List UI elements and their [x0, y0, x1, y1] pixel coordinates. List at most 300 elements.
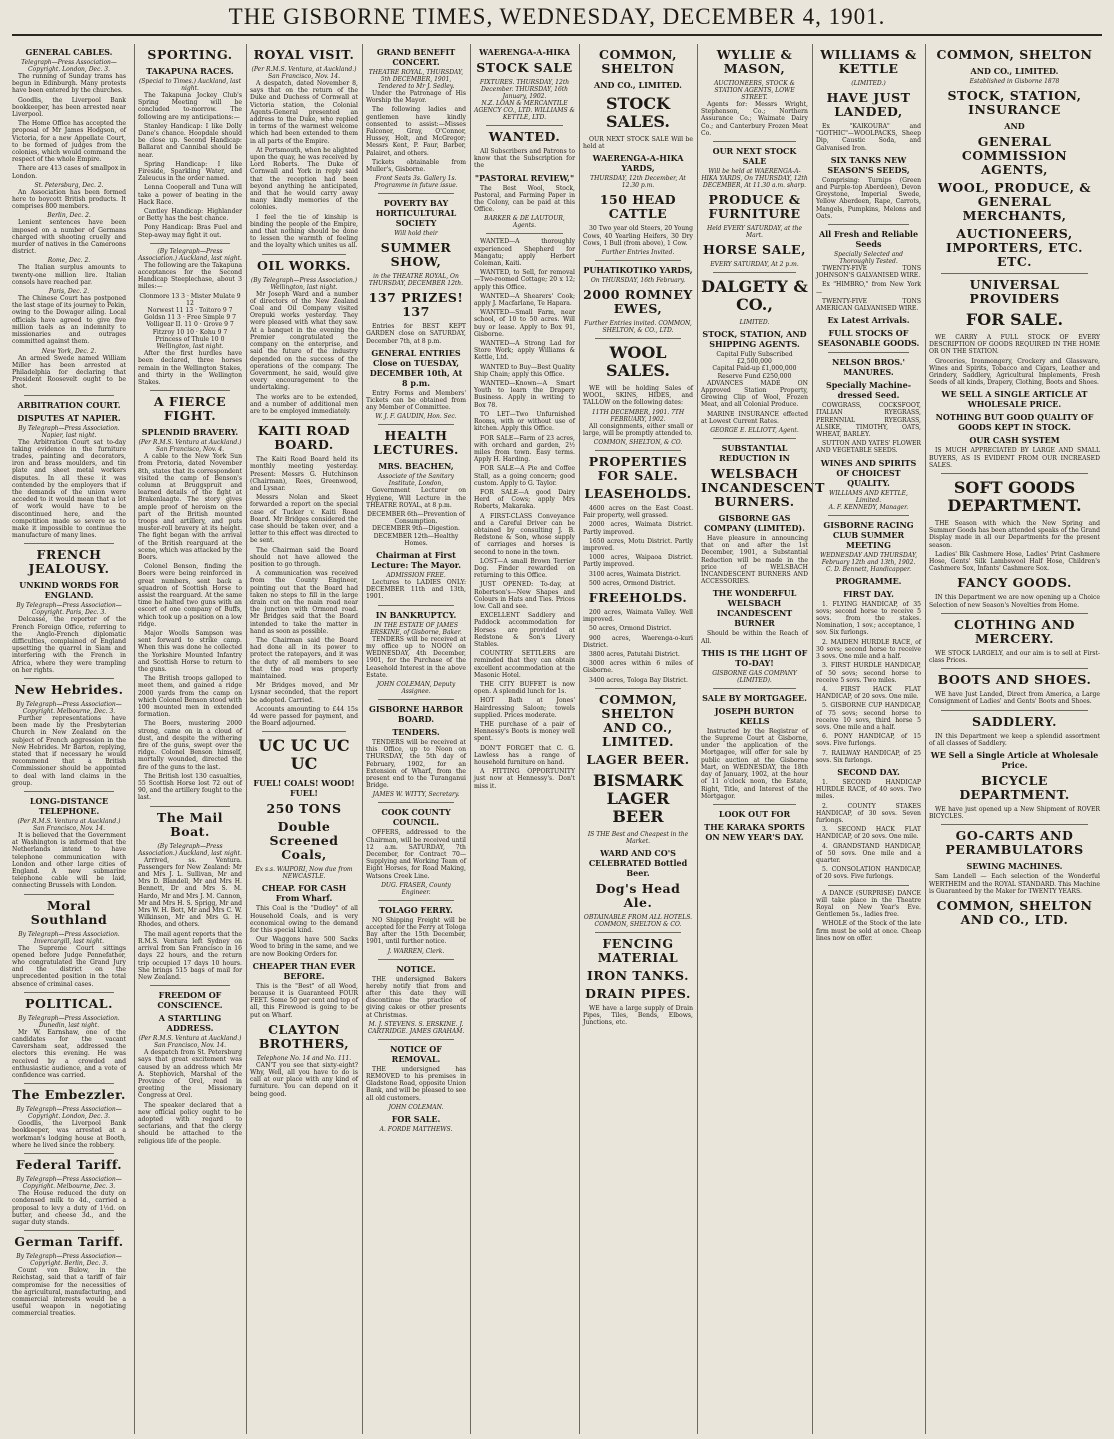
headline: WILLIAMS & KETTLE — [820, 47, 917, 76]
article-paragraph: 4. FIRST HACK FLAT HANDICAP, of 20 sovs. One mile. — [816, 685, 921, 701]
subheading: Wellington, last night. — [156, 343, 224, 351]
article-paragraph: Sam Landell — Each selection of the Wonderful WERTHEIM and the ROYAL STANDARD. This Machine is Guaranteed by the Maker for TWENTY YEARS. — [929, 873, 1100, 895]
headline: Ex Latest Arrivals. — [827, 315, 910, 326]
subheading: (By Telegraph—Press Association.) Auckland, last night. — [138, 842, 242, 857]
subheading: LIMITED. — [739, 319, 770, 327]
subheading: (Per R.M.S. Ventura at Auckland.) San Francisco, Nov. 4. — [138, 439, 242, 454]
subheading: Ex s.s. WAIPORI, Now due from NEWCASTLE. — [255, 866, 353, 881]
article-paragraph: Spring Handicap: I like Fireside, Sparkling Water, and Zaleucus in the order named. — [138, 160, 242, 183]
column-divider — [24, 678, 114, 679]
article-paragraph: WANTED—A Strong Lad for Store Work; apply Williams & Kettle, Ltd. — [474, 340, 575, 362]
article-paragraph: The British lost 130 casualties, 55 Scottish Horse lost 72 out of 90, and the artillery fought to the last. — [138, 772, 242, 802]
headline: DECEMBER 6th—Prevention of Consumption. — [367, 511, 465, 526]
article-paragraph: Government Lecturer on Hygiene, Will Lecture in the THEATRE ROYAL, at 8 p.m. — [366, 487, 466, 509]
headline: FUEL! COALS! WOOD! FUEL! — [253, 778, 355, 799]
article-paragraph: Entries for BEST KEPT GARDEN close on SATURDAY, December 7th, at 8 p.m. — [366, 323, 466, 345]
article-paragraph: CAN'T you see that sixty-eight? Why, Well, all you have to do is call at our place with any kind of furniture. You can depend on it being good. — [250, 1061, 358, 1098]
article-paragraph: THE undersigned has REMOVED to his premises in Gladstone Road, opposite Union Bank, and will be pleased to see all old customers. — [366, 1065, 466, 1102]
article-paragraph: WHOLE of the Stock of the late firm must be sold at once. Cheap lines now on offer. — [816, 920, 921, 942]
headline: PROGRAMME. — [835, 575, 902, 586]
article-paragraph: IN this Department we are now opening up a Choice Selection of new Season's Novelties from Home. — [929, 594, 1100, 609]
article-paragraph: The Chinese Court has postponed the last stage of its journey to Pekin, owing to the Dowager ailing. Local officials have agreed to give five million taels as an indemnity to missionaries and outrages committed against them. — [12, 295, 126, 346]
headline: HORSE SALE, — [703, 242, 806, 258]
subheading: A. F. KENNEDY, Manager. — [828, 503, 909, 511]
column-divider — [595, 260, 681, 261]
article-paragraph: The works are to be extended, and a number of additional men are to be employed immediately. — [250, 393, 358, 415]
headline: THE WONDERFUL WELSBACH INCANDESCENT BURNER — [712, 588, 797, 629]
article-paragraph: WE have Just Landed, Direct from America, a Large Consignment of Ladies' and Gents' Boots and Shoes. — [929, 691, 1100, 706]
article-paragraph: After the first hurdles have been declared, three horses remain in the Wellington Stakes, and thirty in the Wellington Stakes. — [138, 350, 242, 386]
article-paragraph: 200 acres, Waimata Valley. Well improved. — [583, 609, 693, 624]
article-paragraph: OFFERS, addressed to the Chairman, will be received until 12 a.m. SATURDAY, 7th December, for Contract 70—Supplying and Working Team of Eight Horses, for Road Making, Watsons Creek Line. — [366, 829, 466, 880]
headline: UNIVERSAL PROVIDERS — [969, 277, 1060, 306]
headline: SPLENDID BRAVERY. — [141, 427, 239, 438]
headline: The Embezzler. — [12, 1087, 126, 1103]
article-paragraph: FOR SALE—A Pie and Coffee Stall, as a going concern; good custom. Apply to G. Taylor. — [474, 465, 575, 487]
headline: GENERAL ENTRIES Close on TUESDAY, DECEMBER 10th, At 8 p.m. — [369, 347, 463, 388]
subheading: Paris, Dec. 2. — [48, 288, 90, 296]
article-paragraph: Agents for: Messrs Wright, Stephenson, Co.; Northern Assurance Co.; Waimate Dairy Co.; and Canterbury Frozen Meat Co. — [701, 101, 808, 137]
article-paragraph: Tickets obtainable from Muller's, Gisborne. — [366, 158, 466, 174]
column-divider — [378, 959, 454, 960]
subheading: A. FORDE MATTHEWS. — [379, 1125, 453, 1133]
headline: Dog's Head Ale. — [595, 880, 681, 910]
headline: CLOTHING AND MERCERY. — [953, 616, 1075, 646]
article-paragraph: Mr W. Earnshaw, one of the candidates for the vacant Caversham seat, addressed the electors this evening. He was received by a crowded and enthusiastic audience, and a vote of confidence was carried. — [12, 1028, 126, 1080]
article-paragraph: 2. MAIDEN HURDLE RACE, of 30 sovs; second horse to receive 3 sovs. One mile and a half. — [816, 638, 921, 661]
headline: TOLAGO FERRY. — [379, 904, 453, 915]
headline: Capital Paid-up £1,000,000 — [712, 365, 797, 373]
article-paragraph: Accounts amounting to £44 15s 4d were passed for payment, and the Board adjourned. — [250, 705, 358, 728]
column-8 — [812, 44, 921, 1434]
column-divider — [262, 731, 346, 732]
column-divider — [262, 254, 346, 255]
subheading: Will be held at WAERENGA-A-HIKA YARDS, On THURSDAY, 12th DECEMBER, At 11.30 a.m. sharp. — [701, 168, 808, 190]
article-paragraph: WANTED, to Sell, for removal—Two-roomed Cottage; 20 x 12; apply this Office. — [474, 269, 575, 291]
column-divider — [713, 438, 796, 439]
column-divider — [941, 273, 1088, 274]
column-divider — [378, 1039, 454, 1040]
masthead-rule — [12, 34, 1102, 36]
headline: COMMON, SHELTON AND CO., LIMITED. — [599, 691, 677, 749]
headline: Fitzroy 10 10 · Kohu 9 7 — [152, 328, 228, 336]
headline: UC UC UC UC — [258, 736, 350, 774]
headline: FOR SALE. — [965, 310, 1064, 329]
article-paragraph: Mr Bridges moved, and Mr Lysnar seconded, that the report be adopted. Carried. — [250, 682, 358, 704]
article-paragraph: A despatch from St. Petersburg says that great excitement was caused by an address which Mr A. Stephovich, Marshal of the Province of Orel, read in greeting the Missionary Congress at Orel. — [138, 1049, 242, 1100]
subheading: DUG. FRASER, County Engineer. — [381, 881, 451, 896]
column-2 — [134, 44, 242, 1434]
subheading: BARKER & DE LAUTOUR, Agents. — [484, 215, 565, 230]
column-divider — [828, 515, 909, 516]
article-paragraph: Should be within the Reach of All. — [701, 630, 808, 645]
headline: PROPERTIES FOR SALE. — [588, 454, 688, 484]
column-divider — [828, 885, 909, 886]
article-paragraph: 3100 acres, Waimata District. — [589, 570, 681, 578]
subheading: N.Z. LOAN & MERCANTILE AGENCY CO., LTD. WILLIAMS & KETTLE, LTD. — [474, 100, 575, 121]
headline: All Fresh and Reliable Seeds — [818, 229, 919, 250]
column-divider — [378, 802, 454, 803]
article-paragraph: TENDERS will be received at this Office, up to Noon on THURSDAY, the 5th day of February, 1902, for an Extension of Wharf, from the present end to the Turanganui Bridge. — [366, 738, 466, 790]
article-paragraph: Colonel Benson, finding the Boers were being reinforced in great numbers, sent back a squadron of Scottish Horse to assist the rearguard. At the same time he halted two guns with an escort of one company of Buffs, which took up a position on a low ridge. — [138, 563, 242, 628]
subheading: By Telegraph—Press Association—Copyright. Melbourne, Dec. 3. — [16, 700, 122, 715]
article-paragraph: MARINE INSURANCE effected at Lowest Current Rates. — [701, 410, 808, 425]
article-paragraph: Lenient sentences have been imposed on a number of Germans charged with shooting cruelly and murder of natives in the Cameroons district. — [12, 219, 126, 256]
article-paragraph: 6. PONY HANDICAP, of 15 sovs. Five furlongs. — [816, 733, 921, 748]
article-paragraph: Groceries, Ironmongery, Crockery and Glassware, Wines and Spirits, Tobacco and Cigars, Leather and Grindery, Saddlery, Agricultural Implements, Fresh Seeds of all kinds, Drapery, Clothing, Boots and Shoes. — [929, 357, 1100, 387]
subheading: W. J. F. GAUDIN, Hon. Sec. — [375, 413, 457, 421]
headline: A STARTLING ADDRESS. — [158, 1013, 222, 1034]
column-9 — [925, 44, 1100, 1434]
headline: Princess of Thule 10 0 — [155, 335, 225, 343]
headline: NOTICE OF REMOVAL. — [390, 1043, 442, 1064]
headline: SIX TANKS NEW SEASON'S SEEDS, — [827, 154, 910, 175]
subheading: J. WARREN, Clerk. — [387, 947, 445, 955]
headline: GISBORNE HARBOR BOARD. — [368, 703, 463, 724]
article-paragraph: WANTED to Buy—Best Quality Ship Chain; apply this Office. — [474, 363, 575, 378]
subheading: ADMISSION FREE. — [386, 572, 446, 580]
article-paragraph: 5. GISBORNE CUP HANDICAP, of 75 sovs; second horse to receive 10 sovs, third horse 5 sovs. One mile and a half. — [816, 702, 921, 731]
headline: WOOL SALES. — [606, 343, 670, 381]
subheading: (By Telegraph—Press Association.) Wellington, last night. — [250, 276, 358, 291]
headline: SEWING MACHINES. — [966, 861, 1063, 872]
column-1 — [12, 44, 126, 1434]
subheading: JAMES W. WITTY, Secretary. — [372, 791, 460, 799]
subheading: 11TH DECEMBER, 1901. 7TH FEBRUARY, 1902. — [591, 408, 685, 423]
headline: OIL WORKS. — [257, 257, 351, 273]
headline: PRODUCE & FURNITURE — [708, 192, 801, 222]
headline: "PASTORAL REVIEW," — [474, 172, 575, 183]
headline: GRAND BENEFIT CONCERT. — [376, 47, 456, 67]
article-paragraph: A cable to the New York Sun from Pretoria, dated November 8th, states that its correspondent visited the camp of Benson's column at Bruggspruit and learned details of the fight at Brakenlaagte. The story gives ample proof of heroism on the part of the British mounted troops and artillery, and puts muster-roll bravery at its height. The fight began with the arrival of the British rearguard at the scene, which was attacked by the Boers. — [138, 453, 242, 561]
column-5 — [470, 44, 575, 1434]
headline: THE KARAKA SPORTS ON NEW YEAR'S DAY. — [704, 821, 805, 842]
article-paragraph: HOT Bath at Jones' Hairdressing Saloon; towels supplied. Prices moderate. — [474, 697, 575, 719]
headline: WANTED. — [488, 129, 561, 144]
article-paragraph: An armed Swede named William Miller has been arrested at Philadelphia for declaring that President Roosevelt ought to be shot. — [12, 354, 126, 391]
subheading: By Telegraph—Press Association—Copyright. Paris, Dec. 3. — [16, 602, 122, 617]
subheading: OBTAINABLE FROM ALL HOTELS. COMMON, SHELTON & CO. — [583, 913, 693, 928]
headline: POVERTY BAY HORTICULTURAL SOCIETY — [375, 198, 457, 229]
article-paragraph: IS MUCH APPRECIATED BY LARGE AND SMALL BUYERS, AS IS EVIDENT FROM OUR INCREASED SALES. — [929, 447, 1100, 469]
subheading: WILLIAMS AND KETTLE, Limited. — [829, 489, 908, 504]
subheading: By Telegraph—Press Association. Dunedin, last night. — [18, 1014, 120, 1029]
article-paragraph: A communication was received from the County Engineer, pointing out that the Board had taken no steps to fill in the large drain cut on the main road near the junction with Ormond road. Mr Bridges said that the Board intended to take the matter in hand as soon as possible. — [250, 570, 358, 635]
column-divider — [595, 338, 681, 339]
article-paragraph: COWGRASS, COCKSFOOT, ITALIAN RYEGRASS, PERENNIAL RYEGRASS, ALSIKE, TIMOTHY, OATS, WHEAT, BARLEY. — [816, 402, 921, 439]
article-paragraph: THE undersigned Bakers hereby notify that from and after this date they will discontinue the practice of giving cakes or other presents at Christmas. — [366, 975, 466, 1019]
article-paragraph: JUST OPENED: To-day, at Robertson's—New Shapes and Colours in Hats and Ties. Prices low. Call and see. — [474, 581, 575, 610]
article-paragraph: The House reduced the duty on condensed milk to 4d., carried a proposal to levy a duty of 1½d. on butter, and cheese 3d., and the sugar duty stands. — [12, 1190, 126, 1226]
subheading: Further Entries invited. COMMON, SHELTON, & CO., LTD. — [584, 320, 692, 335]
subheading: By Telegraph—Press Association—Copyright. Melbourne, Dec. 3. — [16, 1176, 122, 1191]
headline: TENDERS. — [392, 726, 440, 737]
column-divider — [941, 710, 1088, 711]
subheading: New York, Dec. 2. — [41, 347, 97, 355]
subheading: Rome, Dec. 2. — [47, 257, 91, 265]
headline: AUCTIONEERS, IMPORTERS, ETC. ETC. — [945, 226, 1084, 269]
subheading: (Per R.M.S. Ventura at Auckland.) San Francisco, Nov. 14. — [138, 1035, 242, 1050]
headline: CLAYTON BROTHERS, — [258, 1021, 350, 1051]
column-divider — [713, 141, 796, 142]
column-divider — [595, 688, 681, 689]
subheading: By Telegraph—Press Association. Invercargill, last night. — [18, 930, 120, 945]
article-paragraph: TENDERS will be received at my office up to NOON on WEDNESDAY, 4th December, 1901, for the Purchase of the Leasehold Interest in the above Estate. — [366, 635, 466, 679]
article-paragraph: WE CARRY A FULL STOCK OF EVERY DESCRIPTION OF GOODS REQUIRED IN THE HOME OR ON THE STATION. — [929, 334, 1100, 356]
column-divider — [24, 992, 114, 993]
article-paragraph: A despatch, dated November 8, says that on the return of the Duke and Duchess of Cornwall at Victoria station, the Colonial Agents-General presented an address to the Duke, who replied in terms of the warmest welcome which had been extended to them in all parts of the Empire. — [250, 80, 358, 145]
article-paragraph: A FITTING OPPORTUNITY just now at Hennessy's. Don't miss it. — [474, 768, 575, 790]
headline: Chairman at First Lecture: The Mayor. — [370, 550, 462, 571]
masthead-title: THE GISBORNE TIMES, WEDNESDAY, DECEMBER 4, 1901. — [228, 4, 886, 29]
subheading: in the THEATRE ROYAL, On THURSDAY, DECEMBER 12th. — [368, 273, 464, 288]
headline: Goldsn 11 3 · Free Simple 9 7 — [143, 314, 237, 322]
headline: 150 HEAD CATTLE — [599, 192, 677, 222]
article-paragraph: It is believed that the Government at Washington is informed that the Netherlands intend to have telephone communication with London and other large cities of England. A new submarine telephone cable will be laid, connecting Brussels with London. — [12, 832, 126, 890]
headline: THIS IS THE LIGHT OF TO-DAY! — [701, 647, 808, 668]
article-paragraph: Goodlis, the Liverpool Bank bookkeeper, has been arrested near Liverpool. — [12, 96, 126, 119]
headline: Double Screened Coals, — [269, 819, 339, 863]
subheading: Programme in future issue. — [374, 182, 458, 190]
subheading: IS THE Best and Cheapest in the Market. — [587, 830, 689, 845]
article-paragraph: TWENTY-FIVE TONS JOHNSON'S GALVANISED WIRE. — [816, 265, 921, 280]
article-paragraph: The Supreme Court sittings opened before Judge Pennefather, who congratulated the Grand Jury and the district on the unprecedented position in the total absence of criminal cases. — [12, 944, 126, 988]
subheading: Specially Selected and Thoroughly Tested. — [834, 251, 903, 266]
subheading: AUCTIONEERS, STOCK & STATION AGENTS, LOWE STREET. — [714, 80, 795, 101]
subheading: WEDNESDAY AND THURSDAY, February 12th and 13th, 1902. — [819, 551, 918, 566]
column-divider — [486, 125, 563, 126]
subheading: St. Petersburg, Dec. 2. — [34, 181, 104, 189]
headline: GISBORNE GAS COMPANY (LIMITED). — [704, 513, 805, 534]
subheading: (Per R.M.S. Ventura, at Auckland.) San Francisco, Nov. 14. — [251, 66, 357, 80]
article-paragraph: Messrs Nolan and Skeet forwarded a report on the special case of Tucker v. Kaiti Road Board. Mr Bridges considered the case should be taken over, and a letter to this effect was directed to be sent. — [250, 494, 358, 545]
article-paragraph: Under the Patronage of His Worship the Mayor. — [366, 90, 466, 105]
headline: WAERENGA-A-HIKA YARDS, — [592, 153, 684, 174]
subheading: (LIMITED.) — [851, 80, 886, 87]
headline: STOCK, STATION, AND SHIPPING AGENTS. — [702, 329, 807, 350]
article-paragraph: DON'T FORGET that C. G. Lawless has a range of household furniture on hand. — [474, 744, 575, 767]
headline: SUMMER SHOW, — [380, 240, 452, 270]
article-paragraph: Ex "HIMBRO," from New York— — [816, 281, 921, 296]
column-divider — [595, 450, 681, 451]
article-paragraph: WANTED—A Shearers' Cook; apply J. Macfarlane, Te Hapara. — [474, 292, 575, 308]
article-paragraph: Stanley Handicap: I like Dolly Dane's chance. Hoopdale should be close up. Second Handicap: Ballarat and Cannibal should be near. — [138, 122, 242, 159]
headline: Capital Fully Subscribed £2,500,000 — [716, 351, 793, 366]
headline: DISPUTES AT NAPIER. — [17, 412, 121, 423]
column-divider — [713, 804, 796, 805]
headline: GISBORNE RACING CLUB SUMMER MEETING — [823, 519, 914, 550]
article-paragraph: IN this Department we keep a splendid assortment of all classes of Saddlery. — [929, 732, 1100, 747]
article-paragraph: Ex "KAIKOURA" and "GOTHIC"—WOOLPACKS, Sheep Dip, Caustic Soda, and Galvanised Iron. — [816, 123, 921, 152]
subheading: By Telegraph—Press Association—Copyright. London, Dec. 3. — [16, 1106, 122, 1121]
article-paragraph: WANTED—Small Farm, near school, of 10 to 50 acres. Will buy or lease. Apply to Box 91, Gisborne. — [474, 309, 575, 338]
article-paragraph: 1. FLYING HANDICAP, of 35 sovs; second horse to receive 5 sovs. from the stakes. Nomination, 1 sov.; acceptance, 1 sov. Six furlongs. — [816, 600, 921, 637]
article-paragraph: Lenna Cooperall and Tuna will take a power of beating in the Hack Race. — [138, 184, 242, 206]
headline: COMMON, SHELTON AND CO., LTD. — [936, 898, 1093, 928]
headline: SECOND DAY. — [837, 766, 900, 777]
article-paragraph: EXCELLENT Saddlery and Paddock accommodation for Horses are provided at Redstone & Son's Livery Stables. — [474, 612, 575, 648]
article-paragraph: 1. SECOND HANDICAP HURDLE RACE, of 40 sovs. Two miles. — [816, 778, 921, 801]
column-4 — [362, 44, 466, 1434]
article-paragraph: The Arbitration Court sat to-day taking evidence in the furniture trades, painting and decorators, iron and brass moulders, and tin plate and sheet metal workers disputes. In all these it was contended by the employers that if the demands of the union were acceded to it would mean that a lot of work would have to be discontinued here, and the competition made so severe as to make it impossible to continue the manufacture of many lines. — [12, 438, 126, 540]
column-divider — [150, 243, 230, 244]
subheading: By Telegraph—Press Association—Copyright. Berlin, Dec. 3. — [16, 1253, 122, 1268]
headline: AND CO., LIMITED. — [594, 80, 682, 90]
column-divider — [941, 824, 1088, 825]
article-paragraph: I feel the tie of kinship is binding the people of the Empire, and that nothing should be done to lessen the warmth of feeling and the loyalty which unites us all. — [250, 213, 358, 250]
article-paragraph: Our Waggons have 500 Sacks Wood to bring in the same, and we are now Booking Orders for. — [250, 936, 358, 958]
headline: WE Sell a Single Article at Wholesale Price. — [930, 750, 1099, 771]
headline: PUHATIKOTIKO YARDS, — [583, 265, 693, 276]
column-3 — [246, 44, 358, 1434]
headline: New Hebrides. — [14, 681, 124, 697]
subheading: On THURSDAY, 16th February. — [590, 277, 686, 285]
subheading: Berlin, Dec. 2. — [47, 212, 91, 220]
article-paragraph: THE Season with which the New Spring and Summer Goods has been attended speaks of the Grand Display made in all our Departments for the present season. — [929, 520, 1100, 549]
headline: NELSON BROS.' MANURES. — [832, 357, 905, 378]
article-paragraph: Instructed by the Registrar of the Supreme Court at Gisborne, under the application of the Mortgagee, will offer for sale by public auction at the Gisborne Mart, on WEDNESDAY, the 18th day of January, 1902, at the hour of 11 o'clock noon, the Estate, Right, Title, and Interest of the Mortgagor. — [701, 727, 808, 800]
article-paragraph: TWENTY-FIVE TONS AMERICAN GALVANISED WIRE. — [816, 297, 921, 313]
column-divider — [378, 900, 454, 901]
column-divider — [24, 1230, 114, 1231]
headline: HAVE JUST LANDED, — [826, 90, 911, 119]
article-paragraph: OUR NEXT STOCK SALE Will be held at — [583, 136, 693, 151]
article-paragraph: WE have just opened up a New Shipment of ROVER BICYCLES. — [929, 806, 1100, 821]
subheading: By Telegraph—Press Association. Napier, last night. — [18, 424, 120, 439]
subheading: THURSDAY, 12th December, At 12.30 p.m. — [590, 175, 686, 190]
article-paragraph: FOR SALE—A good Dairy Herd of Cows; apply Mrs Roberts, Makaraka. — [474, 488, 575, 511]
article-paragraph: 1000 acres, Waipaoa District. Partly improved. — [583, 554, 693, 569]
article-paragraph: The running of Sunday trams has begun in Edinburgh. Many protests have been entered by the churches. — [12, 73, 126, 95]
article-paragraph: WE STOCK LARGELY, and our aim is to sell at First-class Prices. — [929, 649, 1100, 665]
headline: DRAIN PIPES. — [585, 985, 691, 1001]
column-divider — [941, 668, 1088, 669]
headline: WYLLIE & MASON, — [716, 47, 793, 76]
article-paragraph: The Chairman said the Board had done all in its power to protect the ratepayers, and it was the duty of all members to see that the road was properly maintained. — [250, 637, 358, 681]
headline: FANCY GOODS. — [957, 575, 1072, 591]
headline: Specially Machine-dressed Seed. — [825, 380, 912, 401]
subheading: COMMON, SHELTON, & CO. — [593, 439, 683, 447]
headline: DALGETY & CO., — [701, 277, 808, 315]
headline: BISMARK LAGER BEER — [593, 770, 683, 826]
headline: LONG-DISTANCE TELEPHONE. — [29, 796, 109, 817]
headline: OUR NEXT STOCK SALE — [712, 146, 797, 167]
article-paragraph: The mail agent reports that the R.M.S. Ventura left Sydney on arrival from San Francisco in 16 days 22 hours, and the return trip occupied 17 days 10 hours. She brings 515 bags of mail for New Zealand. — [138, 930, 242, 981]
article-paragraph: 3000 acres within 6 miles of Gisborne. — [583, 660, 693, 675]
headline: The Mail Boat. — [156, 809, 224, 839]
article-paragraph: THE CITY BUFFET is now open. A splendid lunch for 1s. — [474, 681, 575, 696]
headline: German Tariff. — [14, 1234, 124, 1250]
article-paragraph: Cantley Handicap: Highlander or Betty has the best chance. — [138, 208, 242, 223]
headline: COMMON, SHELTON — [599, 47, 677, 76]
article-paragraph: The Chairman said the Board should not have allowed the position to go through. — [250, 546, 358, 568]
column-divider — [24, 1083, 114, 1084]
headline: GENERAL CABLES. — [25, 47, 113, 57]
article-paragraph: The Italian surplus amounts to twenty-one million lire. Italian consols have reached par. — [12, 264, 126, 286]
subheading: THEATRE ROYAL, THURSDAY, 5th DECEMBER, 1901, Tendered to Mr J. Sedley. — [368, 69, 464, 90]
article-paragraph: 3400 acres, Tologa Bay District. — [589, 676, 688, 684]
article-paragraph: The Boers, mustering 2000 strong, came on in a cloud of dust, and despite the withering fire of the guns, swept over the ridge. Colonel Benson himself, mortally wounded, directed the fire of the guns to the last. — [138, 720, 242, 771]
headline: BICYCLE DEPARTMENT. — [959, 773, 1070, 803]
headline: Clonmore 13 3 · Mister Mulate 9 12 — [139, 292, 241, 307]
column-divider — [262, 419, 346, 420]
article-paragraph: The British troops galloped to meet them, and gained a ridge 2000 yards from the camp on which Colonel Benson stood with 100 mounted men in extended formation. — [138, 675, 242, 719]
headline: STOCK, STATION, INSURANCE — [947, 88, 1082, 117]
headline: NOTICE. — [396, 963, 436, 974]
subheading: M. J. STEVENS. S. ERSKINE. J. CARTRIDGE. JAMES GRAHAM. — [367, 1020, 465, 1035]
headline: GENERAL COMMISSION AGENTS, — [961, 134, 1068, 177]
headline: IN BANKRUPTCY. — [375, 609, 457, 620]
column-divider — [150, 390, 230, 391]
subheading: Further Entries Invited. — [601, 249, 675, 257]
subheading: EVERY SATURDAY, At 2 p.m. — [710, 261, 799, 269]
headline: FRENCH JEALOUSY. — [28, 547, 110, 577]
article-paragraph: Have pleasure in announcing that on and after the 1st December, 1901, a Substantial Reduction will be made in the price of WELSBACH INCANDESCENT BURNERS AND ACCESSORIES. — [701, 535, 808, 586]
headline: FOR SALE. — [391, 1113, 441, 1124]
article-paragraph: Lectures to LADIES ONLY: DECEMBER 11th and 13th, 1901. — [366, 579, 466, 601]
article-paragraph: An Association has been formed here to boycott British products. It comprises 800 members. — [12, 188, 126, 211]
headline: A FIERCE FIGHT. — [153, 394, 227, 424]
article-paragraph: NO Shipping Freight will be accepted for the Ferry at Tologa Bay after the 15th December, 1901, until further notice. — [366, 916, 466, 946]
article-paragraph: The following are the Takapuna acceptances for the Second Handicap Steeplechase, about 3 miles:— — [138, 261, 242, 291]
headline: Reserve Fund £250,000 — [717, 372, 792, 380]
headline: FIRST DAY. — [843, 588, 894, 599]
headline: MRS. BEACHEN, — [378, 461, 454, 472]
article-paragraph: A FIRST-CLASS Conveyance and a Careful Driver can be obtained by consulting J. B. Redstone & Son, whose supply of carriages and horses is second to none in the town. — [474, 512, 575, 556]
headline: AND CO., LIMITED. — [970, 66, 1059, 76]
headline: STOCK SALE — [476, 60, 573, 75]
headline: WARD AND CO'S CELEBRATED Bottled Beer. — [588, 847, 688, 878]
headline: DECEMBER 12th—Healthy Homes. — [373, 532, 459, 547]
article-paragraph: LOST—A small Brown Terrier Dog. Finder rewarded on returning to this Office. — [474, 557, 575, 580]
column-6 — [579, 44, 693, 1434]
column-divider — [713, 688, 796, 689]
subheading: Will hold their — [394, 230, 438, 238]
article-paragraph: Goodlis, the Liverpool Bank bookkeeper, was arrested at a workman's lodging house at Booth, where he lived since the robbery. — [12, 1120, 126, 1149]
article-paragraph: The Kaiti Road Board held its monthly meeting yesterday. Present: Messrs G. Hutchinson (Chairman), Rees, Greenwood, and Lysnar. — [250, 456, 358, 492]
headline: BOOTS AND SHOES. — [937, 672, 1092, 688]
article-paragraph: 50 acres, Ormond District. — [589, 625, 672, 633]
headline: OUR CASH SYSTEM — [969, 435, 1060, 446]
article-paragraph: 30 Two year old Steers, 20 Young Cows, 40 Yearling Heifers, 30 Dry Cows, 1 Bull (from above), 1 Cow. — [583, 225, 693, 247]
article-paragraph: The speaker declared that a new official policy ought to be adopted with regard to sectarians, and that the clergy should be attached to the religious life of the people. — [138, 1101, 242, 1145]
headline: ARBITRATION COURT. — [17, 399, 121, 410]
headline: 250 TONS — [266, 801, 342, 817]
subheading: JOHN COLEMAN. — [388, 1103, 444, 1111]
headline: WELSBACH INCANDESCENT BURNERS. — [701, 466, 825, 510]
headline: FENCING MATERIAL — [597, 935, 679, 965]
headline: AND — [1004, 121, 1025, 131]
column-divider — [150, 985, 230, 986]
article-paragraph: 3800 acres, Patutahi District. — [589, 651, 680, 659]
column-divider — [378, 424, 454, 425]
article-paragraph: SUTTON AND YATES' FLOWER AND VEGETABLE SEEDS. — [816, 440, 921, 455]
article-paragraph: All consignments, either small or large, will be promptly attended to. — [583, 422, 693, 437]
headline: NOTHING BUT GOOD QUALITY OF GOODS KEPT IN STOCK. — [935, 412, 1094, 433]
headline: SOFT GOODS DEPARTMENT. — [947, 478, 1082, 516]
article-paragraph: Pony Handicap: Bras Fuel and Step-away may fight it out. — [138, 224, 242, 239]
article-paragraph: 1650 acres, Motu District. Partly improved. — [583, 537, 693, 553]
article-paragraph: Major Woolls Sampson was sent forward to strike camp. When this was done he collected the Yorkshire Mounted Infantry and Scottish Horse to return to the guns. — [138, 629, 242, 673]
article-paragraph: 4600 acres on the East Coast. Fair property, well grassed. — [583, 505, 693, 520]
article-paragraph: WANTED—A thoroughly experienced Shepherd for Mangatu; apply Herbert Coleman, Kaiti. — [474, 238, 575, 268]
subheading: Established in Gisborne 1878 — [969, 78, 1060, 85]
headline: CHEAP. FOR CASH From Wharf. — [261, 883, 347, 904]
column-divider — [24, 791, 114, 792]
headline: CHEAPER THAN EVER BEFORE. — [252, 960, 356, 981]
headline: KAITI ROAD BOARD. — [257, 423, 351, 453]
article-paragraph: The Takapuna Jockey Club's Spring Meeting will be concluded to-morrow. The following are my anticipations:— — [138, 92, 242, 121]
